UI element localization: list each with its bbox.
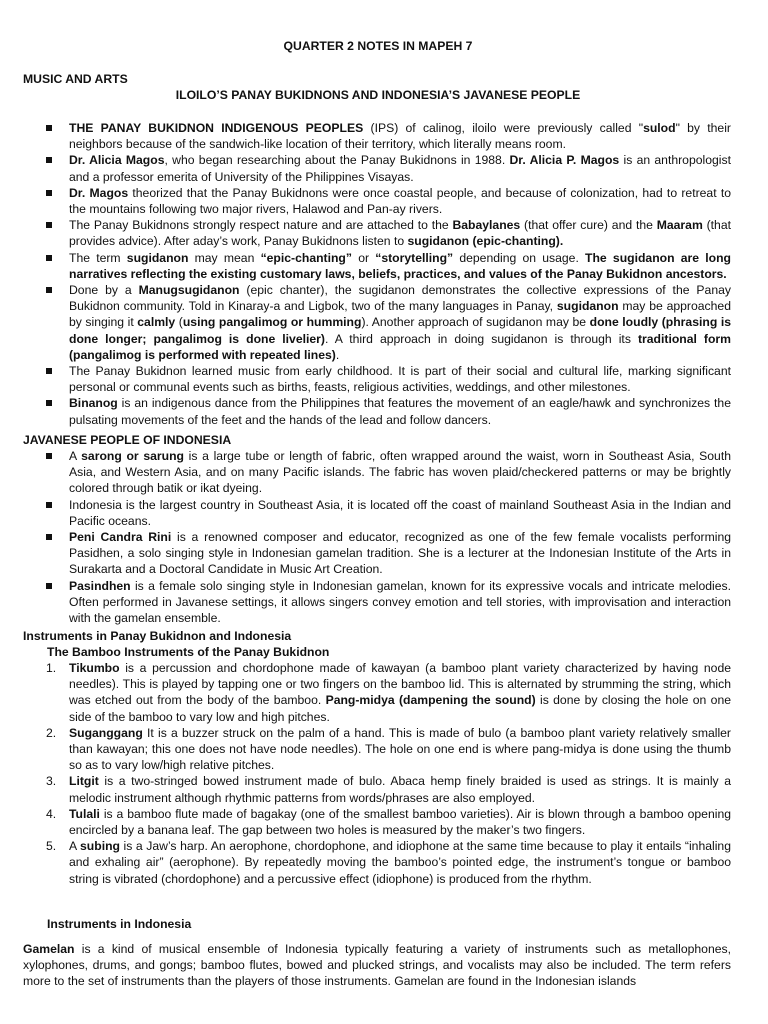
list-item: The Panay Bukidnon learned music from early childhood. It is part of their social and cultural life, marking significant personal or communal events such as births, feasts, religious activities, weddings, and other milestones. — [69, 364, 731, 395]
page-title: QUARTER 2 NOTES IN MAPEH 7 — [283, 39, 473, 53]
list-item: Indonesia is the largest country in Southeast Asia, it is located off the coast of mainland Southeast Asia in the Indian and Pacific oceans. — [69, 497, 731, 528]
list-item: 5. A subing is a Jaw’s harp. An aerophone, chordophone, and idiophone at the same time because to play it entails “inhaling and exhaling air” (aerophone). By repeatedly moving the bamboo’s pointed edge, the instrument’s tongue or bamboo string is vibrated (chordophone) and a percussive effect (idiophone) is produced from the rhythm. — [46, 839, 731, 886]
list-item: Binanog is an indigenous dance from the Philippines that features the movement of an eagle/hawk and synchronizes the pulsating movements of the feet and the hands of the lead and follow dancers. — [69, 396, 731, 427]
java-bullet-list — [23, 448, 731, 626]
page-subtitle: ILOILO’S PANAY BUKIDNONS AND INDONESIA’S JAVANESE PEOPLE — [175, 88, 581, 102]
list-item: 3. Litgit is a two-stringed bowed instrument made of bulo. Abaca hemp finely braided is used as strings. It is mainly a melodic instrument although rhythmic patterns from words/phrases are also employed. — [46, 774, 731, 805]
section-heading-instruments: Instruments in Panay Bukidnon and Indonesia — [23, 629, 292, 643]
list-item: Dr. Magos theorized that the Panay Bukidnons were once coastal people, and because of colonization, had to retreat to the mountains following two major rivers, Halawod and Pan-ay rivers. — [69, 185, 731, 217]
section-heading-music-arts: MUSIC AND ARTS — [23, 72, 128, 86]
list-item: A sarong or sarung is a large tube or length of fabric, often wrapped around the waist, worn in Southeast Asia, South Asia, and Western Asia, and on many Pacific islands. The fabric has woven plaid/checkered patterns or may be brightly colored through batik or ikat dyeing. — [69, 449, 731, 496]
list-item: Done by a Manugsugidanon (epic chanter), the sugidanon demonstrates the collective expressions of the Panay Bukidnon community. Told in Kinaray-a and Ligbok, two of the many languages in Panay, sugidanon may be approached by singing it calmly (using pangalimog or humming). Another approach of sugidanon may be done loudly (phrasing is done longer; pangalimog is done livelier). A third approach in doing sugidanon is through its traditional form (pangalimog is performed with repeated lines). — [69, 283, 732, 362]
list-item: Pasindhen is a female solo singing style in Indonesian gamelan, known for its expressive vocals and intricate melodies. Often performed in Javanese settings, it allows singers convey emotion and tell stories, with improvisation and interaction with the gamelan ensemble. — [69, 578, 731, 626]
list-item: 4. Tulali is a bamboo flute made of bagakay (one of the smallest bamboo varieties). Air is blown through a bamboo opening encircled by a banana leaf. The gap between two holes is measured by the maker’s two fingers. — [46, 806, 731, 838]
list-item: The Panay Bukidnons strongly respect nature and are attached to the Babaylanes (that offer cure) and the Maaram (that provides advice). After aday’s work, Panay Bukidnons listen to sugidanon (epic-chanting). — [69, 218, 731, 249]
section-heading-javanese: JAVANESE PEOPLE OF INDONESIA — [23, 433, 232, 447]
gamelan-paragraph: Gamelan is a kind of musical ensemble of Indonesia typically featuring a variety of instruments such as metallophones, xylophones, drums, and gongs; bamboo flutes, bowed and plucked strings, and vocalists may also be included. The term refers more to the set of instruments than the players of those instruments. Gamelan are found in the Indonesian islands — [23, 942, 731, 989]
panay-bullet-list — [23, 120, 731, 428]
subheading-bamboo-instruments: The Bamboo Instruments of the Panay Bukidnon — [47, 645, 330, 659]
list-item: Peni Candra Rini is a renowned composer and educator, recognized as one of the few female vocalists performing Pasidhen, a solo singing style in Indonesian gamelan tradition. She is a lecturer at the Indonesian Institute of the Arts in Surakarta and a Doctoral Candidate in Music Art Creation. — [69, 530, 731, 577]
bamboo-instrument-list — [23, 660, 731, 887]
list-item: 2. Suganggang It is a buzzer struck on the palm of a hand. This is made of bulo (a bamboo plant variety relatively smaller than kawayan; this one does not have node needles). The hole on one end is where pang-midya is done using the thumb so as to vary low/high relative pitches. — [46, 725, 731, 773]
list-item: Dr. Alicia Magos, who began researching about the Panay Bukidnons in 1988. Dr. Alicia P. Magos is an anthropologist and a professor emerita of University of the Philippines Visayas. — [69, 153, 731, 184]
subheading-instruments-indonesia: Instruments in Indonesia — [47, 917, 192, 931]
list-item: THE PANAY BUKIDNON INDIGENOUS PEOPLES (IPS) of calinog, iloilo were previously called "sulod" by their neighbors because of the sandwich-like location of their territory, which literally means room. — [69, 121, 731, 152]
list-item: The term sugidanon may mean “epic-chanting” or “storytelling” depending on usage. The sugidanon are long narratives reflecting the existing customary laws, beliefs, practices, and values of the Panay Bukidnon ancestors. — [69, 250, 731, 281]
list-item: 1. Tikumbo is a percussion and chordophone made of kawayan (a bamboo plant variety characterized by having node needles). This is played by tapping one or two fingers on the bamboo lid. This is alternated by strumming the string, which was etched out from the body of the bamboo. Pang-midya (dampening the sound) is done by closing the hole on one side of the bamboo to vary low and high pitches. — [46, 661, 731, 724]
